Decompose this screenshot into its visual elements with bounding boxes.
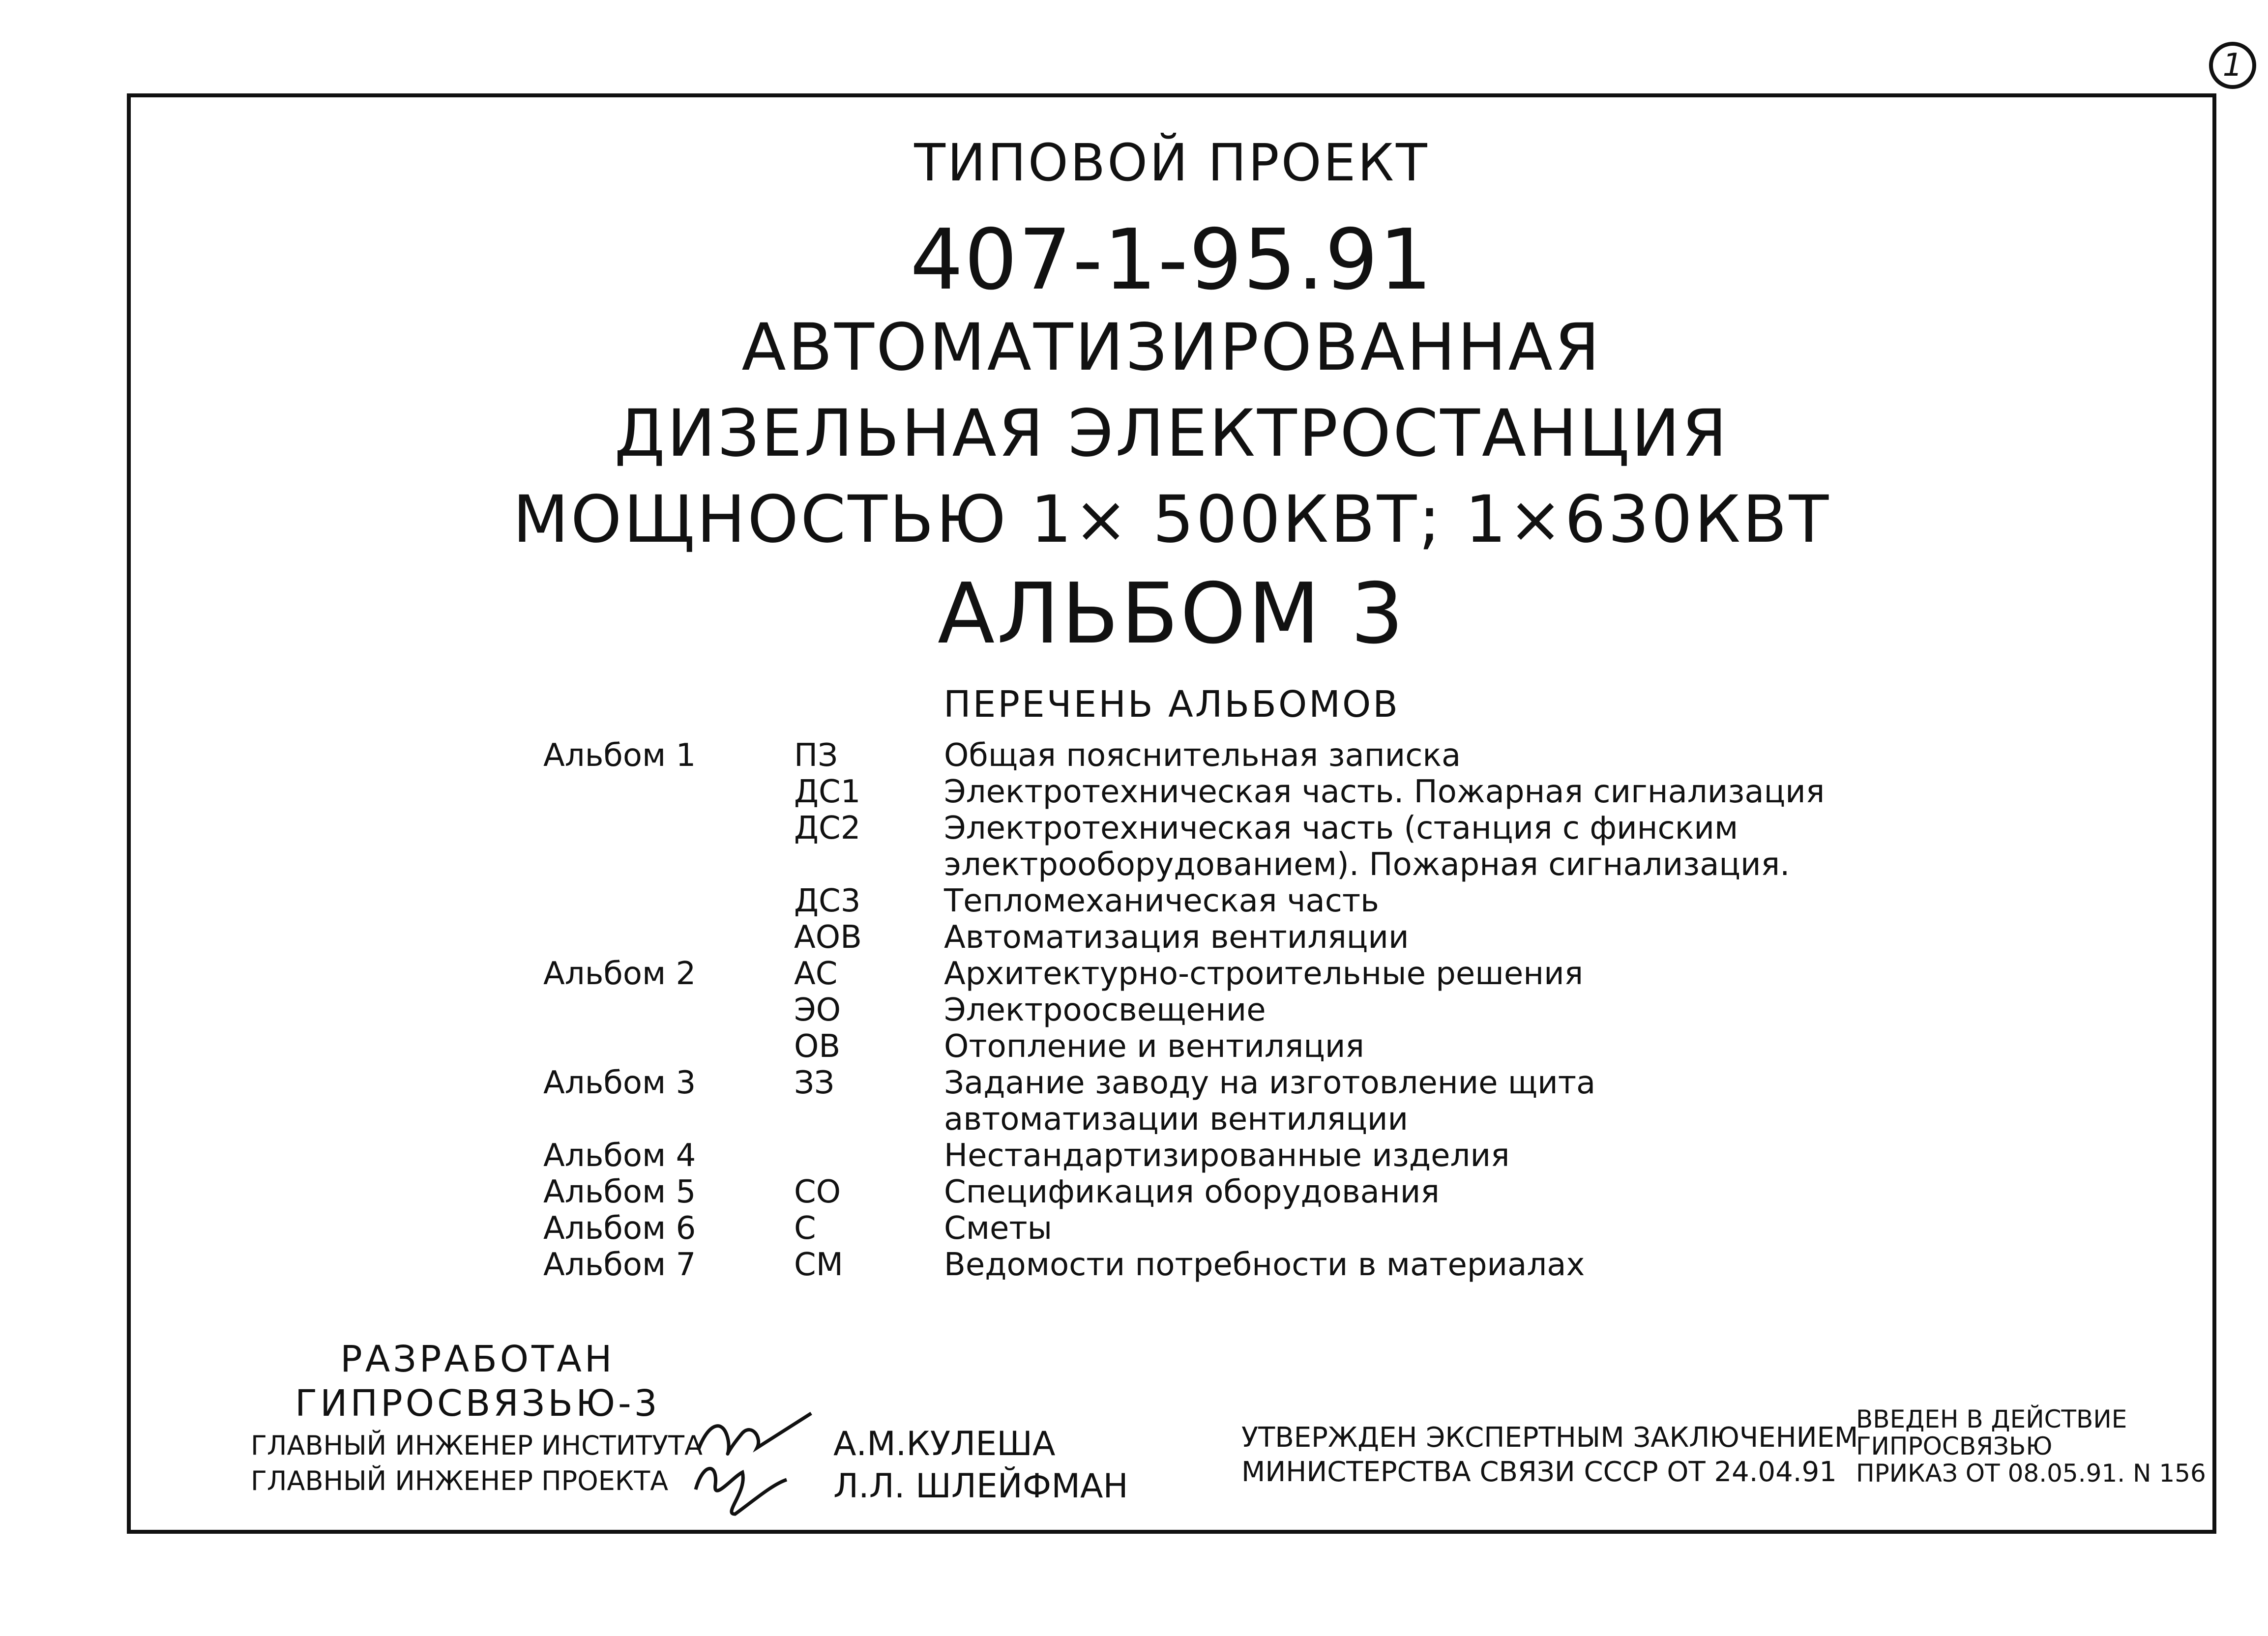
album-description-line: Общая пояснительная записка	[944, 737, 1461, 774]
signature-1	[698, 1413, 811, 1454]
engineer-role: ГЛАВНЫЙ ИНЖЕНЕР ИНСТИТУТА	[251, 1430, 703, 1461]
album-row	[543, 810, 2117, 883]
album-row	[543, 1138, 2117, 1174]
album-code: ДС1	[794, 774, 861, 810]
album-number	[543, 810, 794, 811]
album-row	[543, 737, 2117, 774]
album-description-line: Тепломеханическая часть	[944, 883, 1379, 919]
developer-label: РАЗРАБОТАН	[340, 1338, 615, 1380]
album-code: С	[794, 1210, 816, 1247]
album-description	[944, 992, 2117, 1028]
approval-note	[1241, 1421, 1858, 1490]
album-description	[944, 1028, 2117, 1065]
album-number	[543, 992, 794, 993]
album-code: АС	[794, 956, 838, 992]
album-code: ДС3	[794, 883, 861, 919]
album-description	[944, 1174, 2117, 1210]
album-number: Альбом 3	[543, 1065, 696, 1101]
album-description	[944, 774, 2117, 810]
album-description-line: Сметы	[944, 1210, 1053, 1247]
album-code: АОВ	[794, 919, 862, 956]
approval-line: МИНИСТЕРСТВА СВЯЗИ СССР ОТ 24.04.91	[1241, 1456, 1837, 1488]
engineer-role: ГЛАВНЫЙ ИНЖЕНЕР ПРОЕКТА	[251, 1465, 669, 1496]
album-row	[543, 774, 2117, 810]
album-row	[543, 1174, 2117, 1210]
album-row	[543, 956, 2117, 992]
project-title-line: ДИЗЕЛЬНАЯ ЭЛЕКТРОСТАНЦИЯ	[614, 396, 1729, 471]
album-description	[944, 883, 2117, 919]
album-row	[543, 1028, 2117, 1065]
project-code: 407-1-95.91	[910, 211, 1433, 309]
album-code: ДС2	[794, 810, 861, 847]
album-number	[543, 919, 794, 920]
album-description-line: Электротехническая часть (станция с финским	[944, 810, 1738, 847]
album-list	[543, 737, 2117, 1283]
album-description-line: Автоматизация вентиляции	[944, 919, 1409, 956]
project-title-line: МОЩНОСТЬЮ 1× 500КВТ; 1×630КВТ	[512, 482, 1831, 557]
album-row	[543, 1210, 2117, 1247]
engineer-names	[833, 1423, 1128, 1508]
engineer-name: Л.Л. ШЛЕЙФМАН	[833, 1467, 1128, 1506]
album-description	[944, 810, 2117, 883]
album-code: ПЗ	[794, 737, 838, 774]
album-description	[944, 1138, 2117, 1174]
project-kind: ТИПОВОЙ ПРОЕКТ	[914, 133, 1429, 193]
signature-2	[696, 1468, 787, 1514]
album-description-line: Спецификация оборудования	[944, 1174, 1440, 1210]
album-code: ЗЗ	[794, 1065, 835, 1101]
album-number: Альбом 2	[543, 956, 696, 992]
album-code: ЭО	[794, 992, 841, 1028]
project-title-line: АВТОМАТИЗИРОВАННАЯ	[741, 310, 1602, 385]
album-row	[543, 992, 2117, 1028]
album-number	[543, 1028, 794, 1029]
album-row	[543, 919, 2117, 956]
album-number: Альбом 5	[543, 1174, 696, 1210]
album-row	[543, 1065, 2117, 1138]
album-description-line: автоматизации вентиляции	[944, 1101, 1409, 1138]
album-number: Альбом 4	[543, 1138, 696, 1174]
album-description-line: Задание заводу на изготовление щита	[944, 1065, 1596, 1101]
album-row	[543, 1247, 2117, 1283]
album-description	[944, 919, 2117, 956]
project-title	[127, 305, 2216, 563]
album-description-line: Отопление и вентиляция	[944, 1028, 1364, 1065]
enactment-line: ГИПРОСВЯЗЬЮ	[1856, 1432, 2053, 1461]
album-number: Альбом 6	[543, 1210, 696, 1247]
sheet-number: 1	[2209, 42, 2256, 89]
album-description-line: Электроосвещение	[944, 992, 1266, 1028]
album-number: Альбом 1	[543, 737, 696, 774]
album-list-heading: ПЕРЕЧЕНЬ АЛЬБОМОВ	[943, 683, 1400, 726]
album-description-line: Нестандартизированные изделия	[944, 1138, 1510, 1174]
engineer-name: А.М.КУЛЕША	[833, 1425, 1056, 1463]
album-code: СМ	[794, 1247, 843, 1283]
album-number: Альбом 7	[543, 1247, 696, 1283]
album-description-line: Архитектурно-строительные решения	[944, 956, 1584, 992]
enactment-note	[1856, 1406, 2206, 1487]
album-description	[944, 1065, 2117, 1138]
album-code: СО	[794, 1174, 841, 1210]
album-code: ОВ	[794, 1028, 841, 1065]
approval-line: УТВЕРЖДЕН ЭКСПЕРТНЫМ ЗАКЛЮЧЕНИЕМ	[1241, 1422, 1858, 1454]
album-description-line: Электротехническая часть. Пожарная сигнализация	[944, 774, 1825, 810]
enactment-line: ВВЕДЕН В ДЕЙСТВИЕ	[1856, 1405, 2127, 1433]
album-title: АЛЬБОМ 3	[937, 565, 1406, 663]
album-row	[543, 883, 2117, 919]
album-description	[944, 737, 2117, 774]
engineer-roles	[251, 1428, 703, 1499]
album-description	[944, 1247, 2117, 1283]
album-description-line: электрооборудованием). Пожарная сигнализация.	[944, 847, 1790, 883]
developer-block	[295, 1337, 660, 1426]
album-description-line: Ведомости потребности в материалах	[944, 1247, 1585, 1283]
signatures	[688, 1403, 816, 1517]
album-description	[944, 1210, 2117, 1247]
album-description	[944, 956, 2117, 992]
developer-org: ГИПРОСВЯЗЬЮ-3	[295, 1382, 660, 1425]
enactment-line: ПРИКАЗ ОТ 08.05.91. N 156	[1856, 1459, 2206, 1488]
